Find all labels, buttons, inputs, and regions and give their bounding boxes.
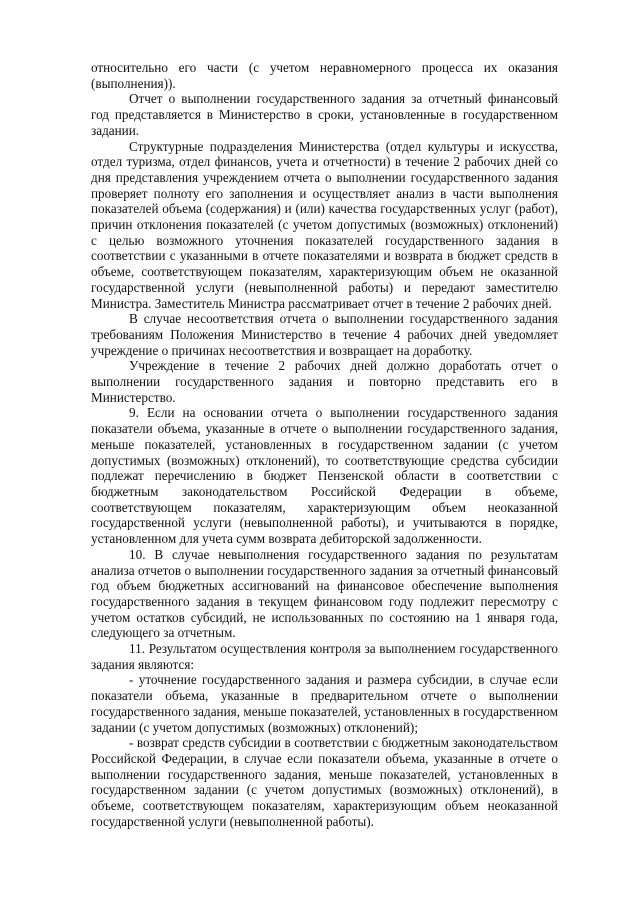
paragraph-item-11: 11. Результатом осуществления контроля за выполнением государственного задания являются:	[91, 641, 558, 672]
paragraph-report-deadline: Отчет о выполнении государственного задания за отчетный финансовый год представляется в Министерство в сроки, установленные в государственном задании.	[91, 91, 558, 138]
paragraph-nonconformity: В случае несоответствия отчета о выполнении государственного задания требованиям Положения Министерство в течение 4 рабочих дней уведомляет учреждение о причинах несоответствия и возвращает на доработку.	[91, 311, 558, 358]
paragraph-continuation: относительно его части (с учетом неравномерного процесса их оказания (выполнения)).	[91, 60, 558, 91]
paragraph-structural-divisions: Структурные подразделения Министерства (отдел культуры и искусства, отдел туризма, отдел финансов, учета и отчетности) в течение 2 рабочих дней со дня представления учреждением отчета о выполнении государственного задания проверяет полноту его заполнения и осуществляет анализ в части выполнения показателей объема (содержания) и (или) качества государственных услуг (работ), причин отклонения показателей (с учетом допустимых (возможных) отклонений) с целью возможного уточнения показателей государственного задания в соответствии с указанными в отчете показателями и возврата в бюджет средств в объеме, соответствующем показателям, характеризующим объем не оказанной государственной услуги (невыполненной работы) и передают заместителю Министра. Заместитель Министра рассматривает отчет в течение 2 рабочих дней.	[91, 138, 558, 311]
paragraph-item-10: 10. В случае невыполнения государственного задания по результатам анализа отчетов о выполнении государственного задания за отчетный финансовый год объем бюджетных ассигнований на финансовое обеспечение выполнения государственного задания в текущем финансовом году подлежит пересмотру с учетом остатков субсидий, не использованных по состоянию на 1 января года, следующего за отчетным.	[91, 546, 558, 641]
paragraph-item-9: 9. Если на основании отчета о выполнении государственного задания показатели объема, указанные в отчете о выполнении государственного задания, меньше показателей, установленных в государственном задании (с учетом допустимых (возможных) отклонений), то соответствующие средства субсидии подлежат перечислению в бюджет Пензенской области в соответствии с бюджетным законодательством Российской Федерации в объеме, соответствующем показателям, характеризующим объем неоказанной государственной услуги (невыполненной работы), и учитываются в порядке, установленном для учета сумм возврата дебиторской задолженности.	[91, 405, 558, 547]
paragraph-revision: Учреждение в течение 2 рабочих дней должно доработать отчет о выполнении государственного задания и повторно представить его в Министерство.	[91, 358, 558, 405]
list-item-refund: - возврат средств субсидии в соответствии с бюджетным законодательством Российской Федерации, в случае если показатели объема, указанные в отчете о выполнении государственного задания, меньше показателей, установленных в государственном задании (с учетом допустимых (возможных) отклонений), в объеме, соответствующем показателям, характеризующим объем неоказанной государственной услуги (невыполненной работы).	[91, 735, 558, 829]
list-item-clarification: - уточнение государственного задания и размера субсидии, в случае если показатели объема, указанные в предварительном отчете о выполнении государственного задания, меньше показателей, установленных в государственном задании (с учетом допустимых (возможных) отклонений);	[91, 672, 558, 735]
